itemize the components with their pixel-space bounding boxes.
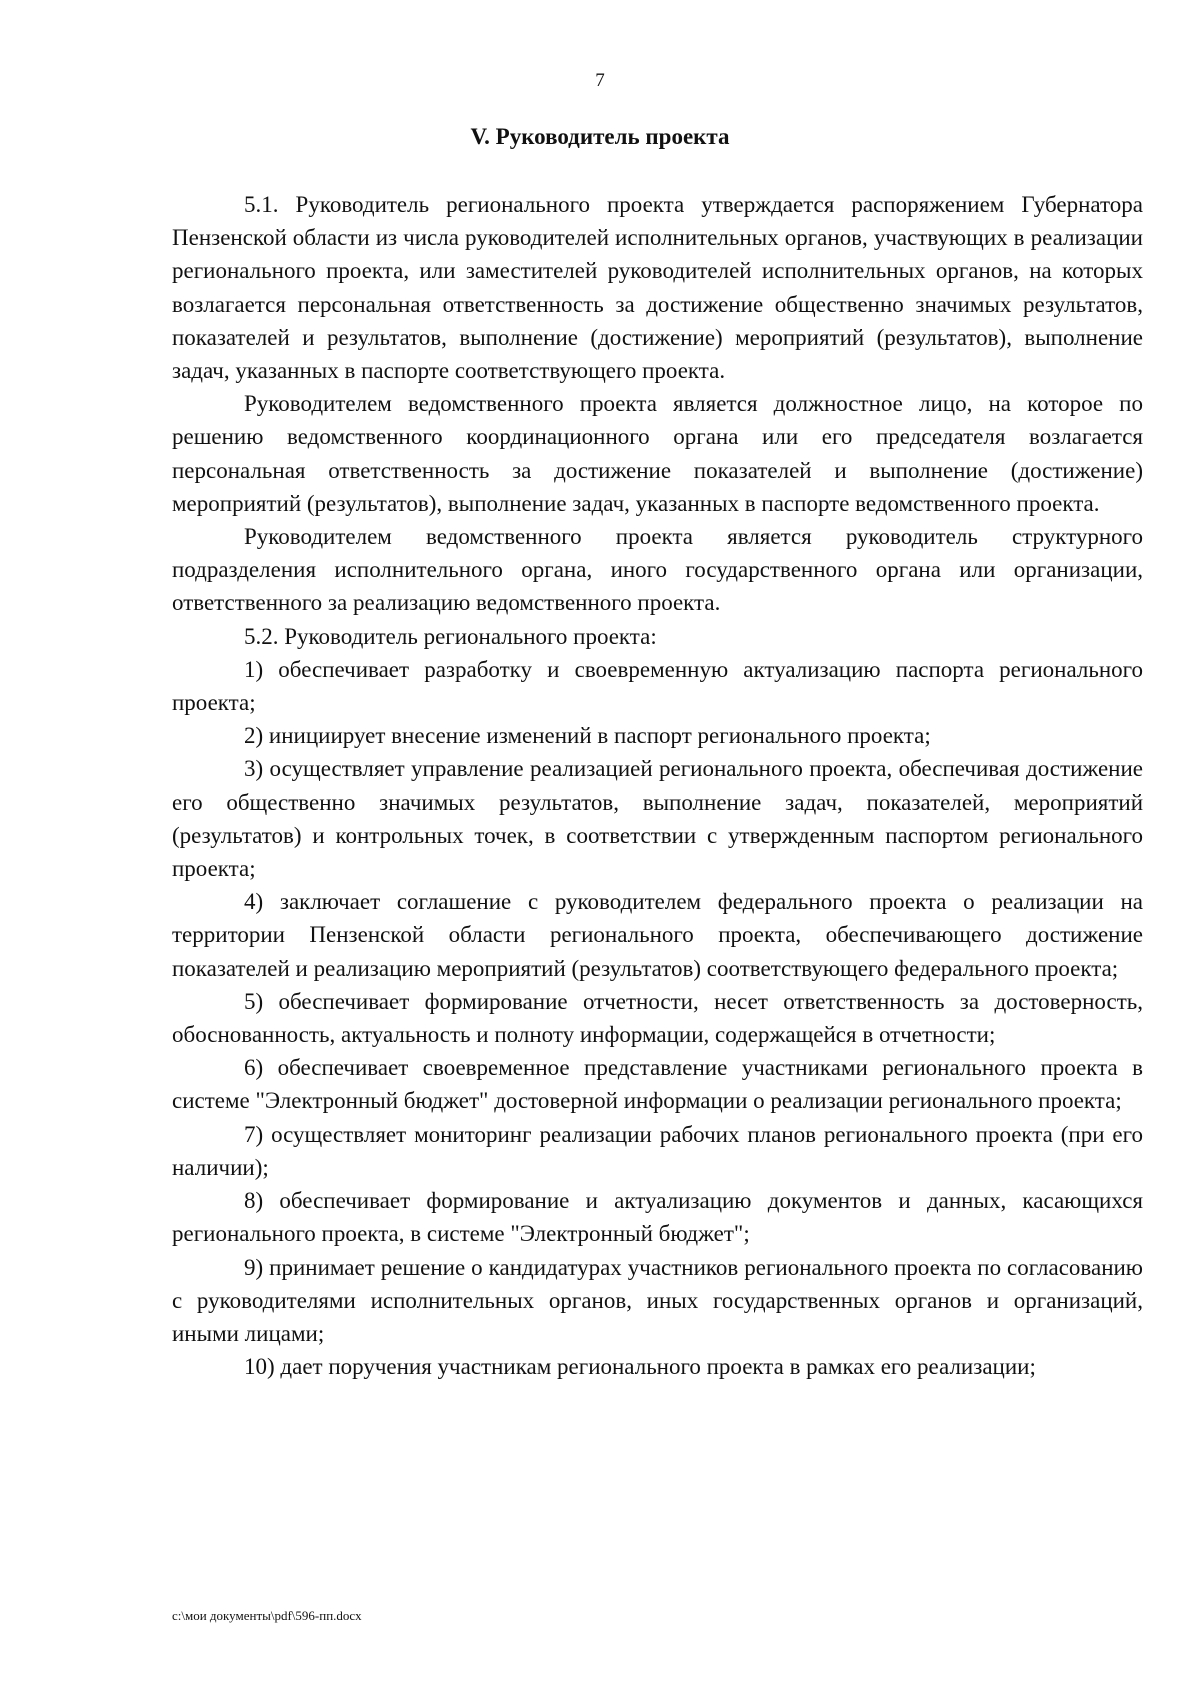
- list-item-10: 10) дает поручения участникам регионального проекта в рамках его реализации;: [244, 1354, 1036, 1380]
- document-body: [172, 188, 1143, 1383]
- list-item-7: 7) осуществляет мониторинг реализации рабочих планов регионального проекта (при его наличии);: [172, 1121, 1143, 1180]
- footer-file-path: c:\мои документы\pdf\596-пп.docx: [172, 1608, 362, 1623]
- list-item-1: 1) обеспечивает разработку и своевременную актуализацию паспорта регионального проекта;: [172, 656, 1143, 716]
- paragraph-departmental-head-official: Руководителем ведомственного проекта является должностное лицо, на которое по решению ведомственного координационного органа или его председателя возлагается персональная ответственность за достижение показателей и выполнение (достижение) мероприятий (результатов), выполнение задач, указанных в паспорте ведомственного проекта.: [172, 391, 1143, 516]
- paragraph-5-2: 5.2. Руководитель регионального проекта:: [244, 623, 657, 649]
- list-item-8: 8) обеспечивает формирование и актуализацию документов и данных, касающихся регионального проекта, в системе "Электронный бюджет";: [172, 1188, 1143, 1247]
- list-item-3: 3) осуществляет управление реализацией регионального проекта, обеспечивая достижение его общественно значимых результатов, выполнение задач, показателей, мероприятий (результатов) и контрольных точек, в соответствии с утвержденным паспортом регионального проекта;: [172, 756, 1143, 882]
- list-item-2: 2) инициирует внесение изменений в паспорт регионального проекта;: [244, 723, 931, 749]
- paragraph-departmental-head-unit: Руководителем ведомственного проекта является руководитель структурного подразделения исполнительного органа, иного государственного органа или организации, ответственного за реализацию ведомственного проекта.: [172, 524, 1143, 616]
- list-item-5: 5) обеспечивает формирование отчетности, несет ответственность за достоверность, обоснованность, актуальность и полноту информации, содержащейся в отчетности;: [172, 988, 1143, 1048]
- list-item-9: 9) принимает решение о кандидатурах участников регионального проекта по согласованию с руководителями исполнительных органов, иных государственных органов и организаций, иными лицами;: [172, 1254, 1143, 1346]
- paragraph-5-1: 5.1. Руководитель регионального проекта утверждается распоряжением Губернатора Пензенской области из числа руководителей исполнительных органов, участвующих в реализации регионального проекта, или заместителей руководителей исполнительных органов, на которых возлагается персональная ответственность за достижение общественно значимых результатов, показателей и результатов, выполнение (достижение) мероприятий (результатов), выполнение задач, указанных в паспорте соответствующего проекта.: [172, 192, 1143, 384]
- list-item-6: 6) обеспечивает своевременное представление участниками регионального проекта в системе "Электронный бюджет" достоверной информации о реализации регионального проекта;: [172, 1055, 1143, 1114]
- list-item-4: 4) заключает соглашение с руководителем федерального проекта о реализации на территории Пензенской области регионального проекта, обеспечивающего достижение показателей и реализацию мероприятий (результатов) соответствующего федерального проекта;: [172, 889, 1143, 981]
- page-number: 7: [595, 70, 605, 91]
- section-heading: V. Руководитель проекта: [470, 124, 730, 149]
